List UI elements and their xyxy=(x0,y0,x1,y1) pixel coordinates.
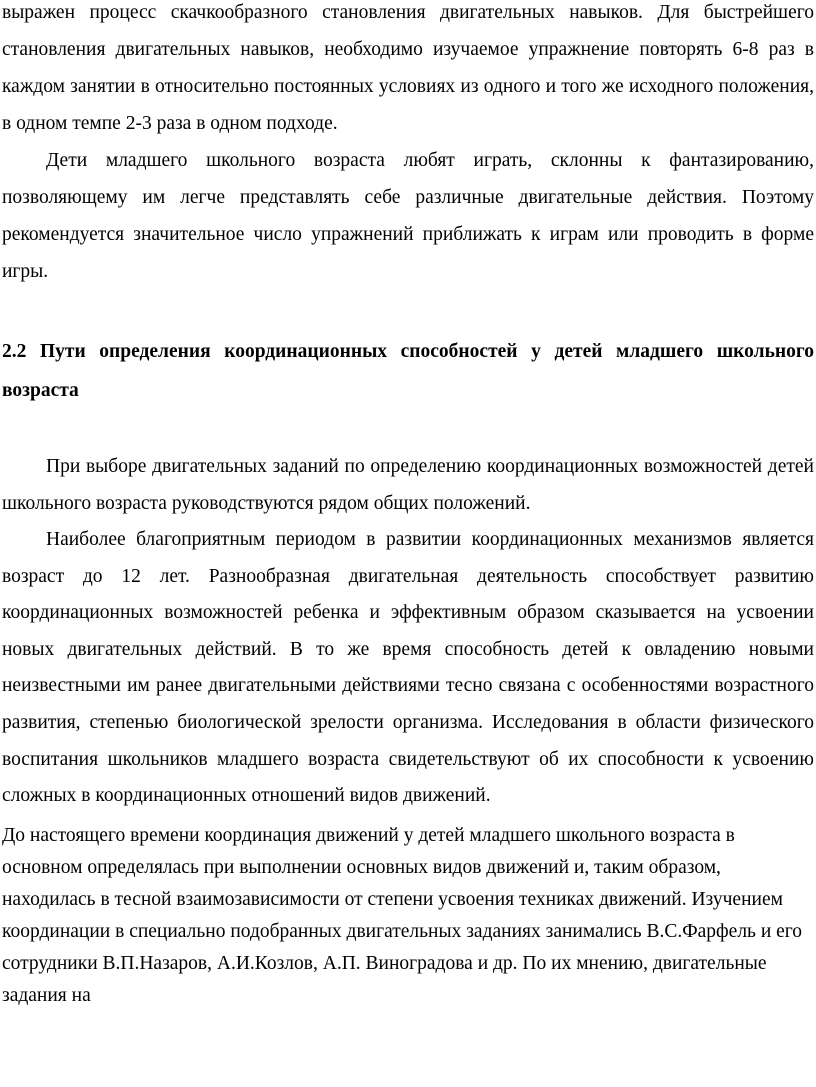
paragraph-favorable-period: Наиболее благоприятным периодом в развитии координационных механизмов является возраст до 12 лет. Разнообразная двигательная деятельность способствует развитию координационных возможностей ребенка и эффективным образом сказывается на усвоении новых двигательных действий. В то же время способность детей к овладению новыми неизвестными им ранее двигательными действиями тесно связана с особенностями возрастного развития, степенью биологической зрелости организма. Исследования в области физического воспитания школьников младшего возраста свидетельствуют об их способности к усвоению сложных в координационных отношений видов движений. xyxy=(2,529,814,807)
paragraph-coordination-history: До настоящего времени координация движений у детей младшего школьного возраста в основном определялась при выполнении основных видов движений и, таким образом, находилась в тесной взаимозависимости от степени усвоения техниках движений. Изучением координации в специально подобранных двигательных заданиях занимались В.С.Фарфель и его сотрудники В.П.Назаров, А.И.Козлов, А.П. Виноградова и др. По их мнению, двигательные задания на xyxy=(2,824,803,1006)
section-heading: 2.2 Пути определения координационных способностей у детей младшего школьного возраста xyxy=(2,341,814,401)
paragraph-task-selection: При выборе двигательных заданий по определению координационных возможностей детей школьного возраста руководствуются рядом общих положений. xyxy=(2,456,814,514)
spacer xyxy=(2,410,814,448)
spacer xyxy=(2,290,814,328)
paragraph-children-play: Дети младшего школьного возраста любят играть, склонны к фантазированию, позволяющему им легче представлять себе различные двигательные действия. Поэтому рекомендуется значительное число упражнений приближать к играм или проводить в форме игры. xyxy=(2,150,814,282)
paragraph-motor-skills: выражен процесс скачкообразного становления двигательных навыков. Для быстрейшего становления двигательных навыков, необходимо изучаемое упражнение повторять 6-8 раз в каждом занятии в относительно постоянных условиях из одного и того же исходного положения, в одном темпе 2-3 раза в одном подходе. xyxy=(2,2,814,134)
